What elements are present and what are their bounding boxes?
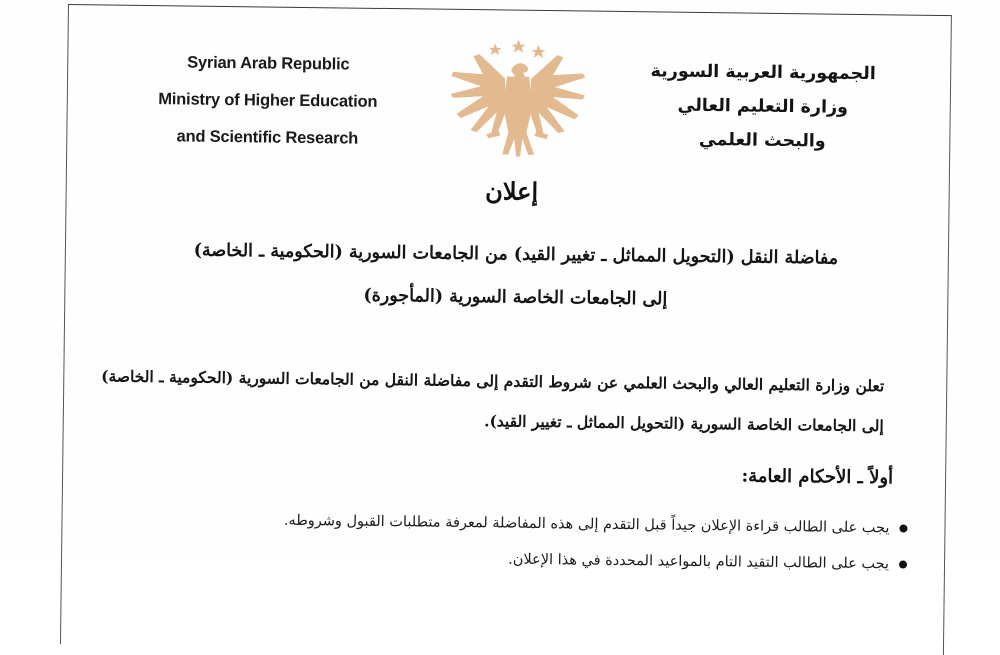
intro-paragraph-line-2: إلى الجامعات الخاصة السورية (التحويل المماثل ـ تغيير القيد). [484,411,884,436]
bullet-icon [899,524,907,532]
document-subtitle [165,232,866,327]
english-country-name: Syrian Arab Republic [187,53,350,74]
english-ministry-name-continued: and Scientific Research [176,127,359,148]
document-page-frame [60,4,952,655]
section-heading-general-provisions: أولاً ـ الأحكام العامة: [741,465,894,489]
arabic-country-name: الجمهورية العربية السورية [650,61,876,85]
arabic-ministry-name-continued: والبحث العلمي [698,129,826,152]
subtitle-line-2: إلى الجامعات الخاصة السورية (المأجورة) [363,285,668,310]
intro-paragraph [94,359,885,449]
arabic-ministry-name: وزارة التعليم العالي [677,95,849,118]
eagle-emblem-icon [442,34,594,158]
english-letterhead [107,44,428,159]
arabic-letterhead [607,54,918,160]
intro-paragraph-line-1: تعلن وزارة التعليم العالي والبحث العلمي عن شروط التقدم إلى مفاضلة النقل من الجامعات السورية (الحكومية ـ الخاصة) [101,366,885,396]
general-provisions-list [192,502,908,583]
subtitle-line-1: مفاضلة النقل (التحويل المماثل ـ تغيير القيد) من الجامعات السورية (الحكومية ـ الخاصة) [193,240,839,269]
english-ministry-name: Ministry of Higher Education [158,90,378,111]
list-item-text: يجب على الطالب قراءة الإعلان جيداً قبل التقدم إلى هذه المفاضلة لمعرفة متطلبات القبول وشروطه. [283,512,890,537]
list-item-text: يجب على الطالب التقيد التام بالمواعيد المحددة في هذا الإعلان. [508,551,890,573]
document-title: إعلان [485,176,539,206]
list-item [192,538,907,583]
